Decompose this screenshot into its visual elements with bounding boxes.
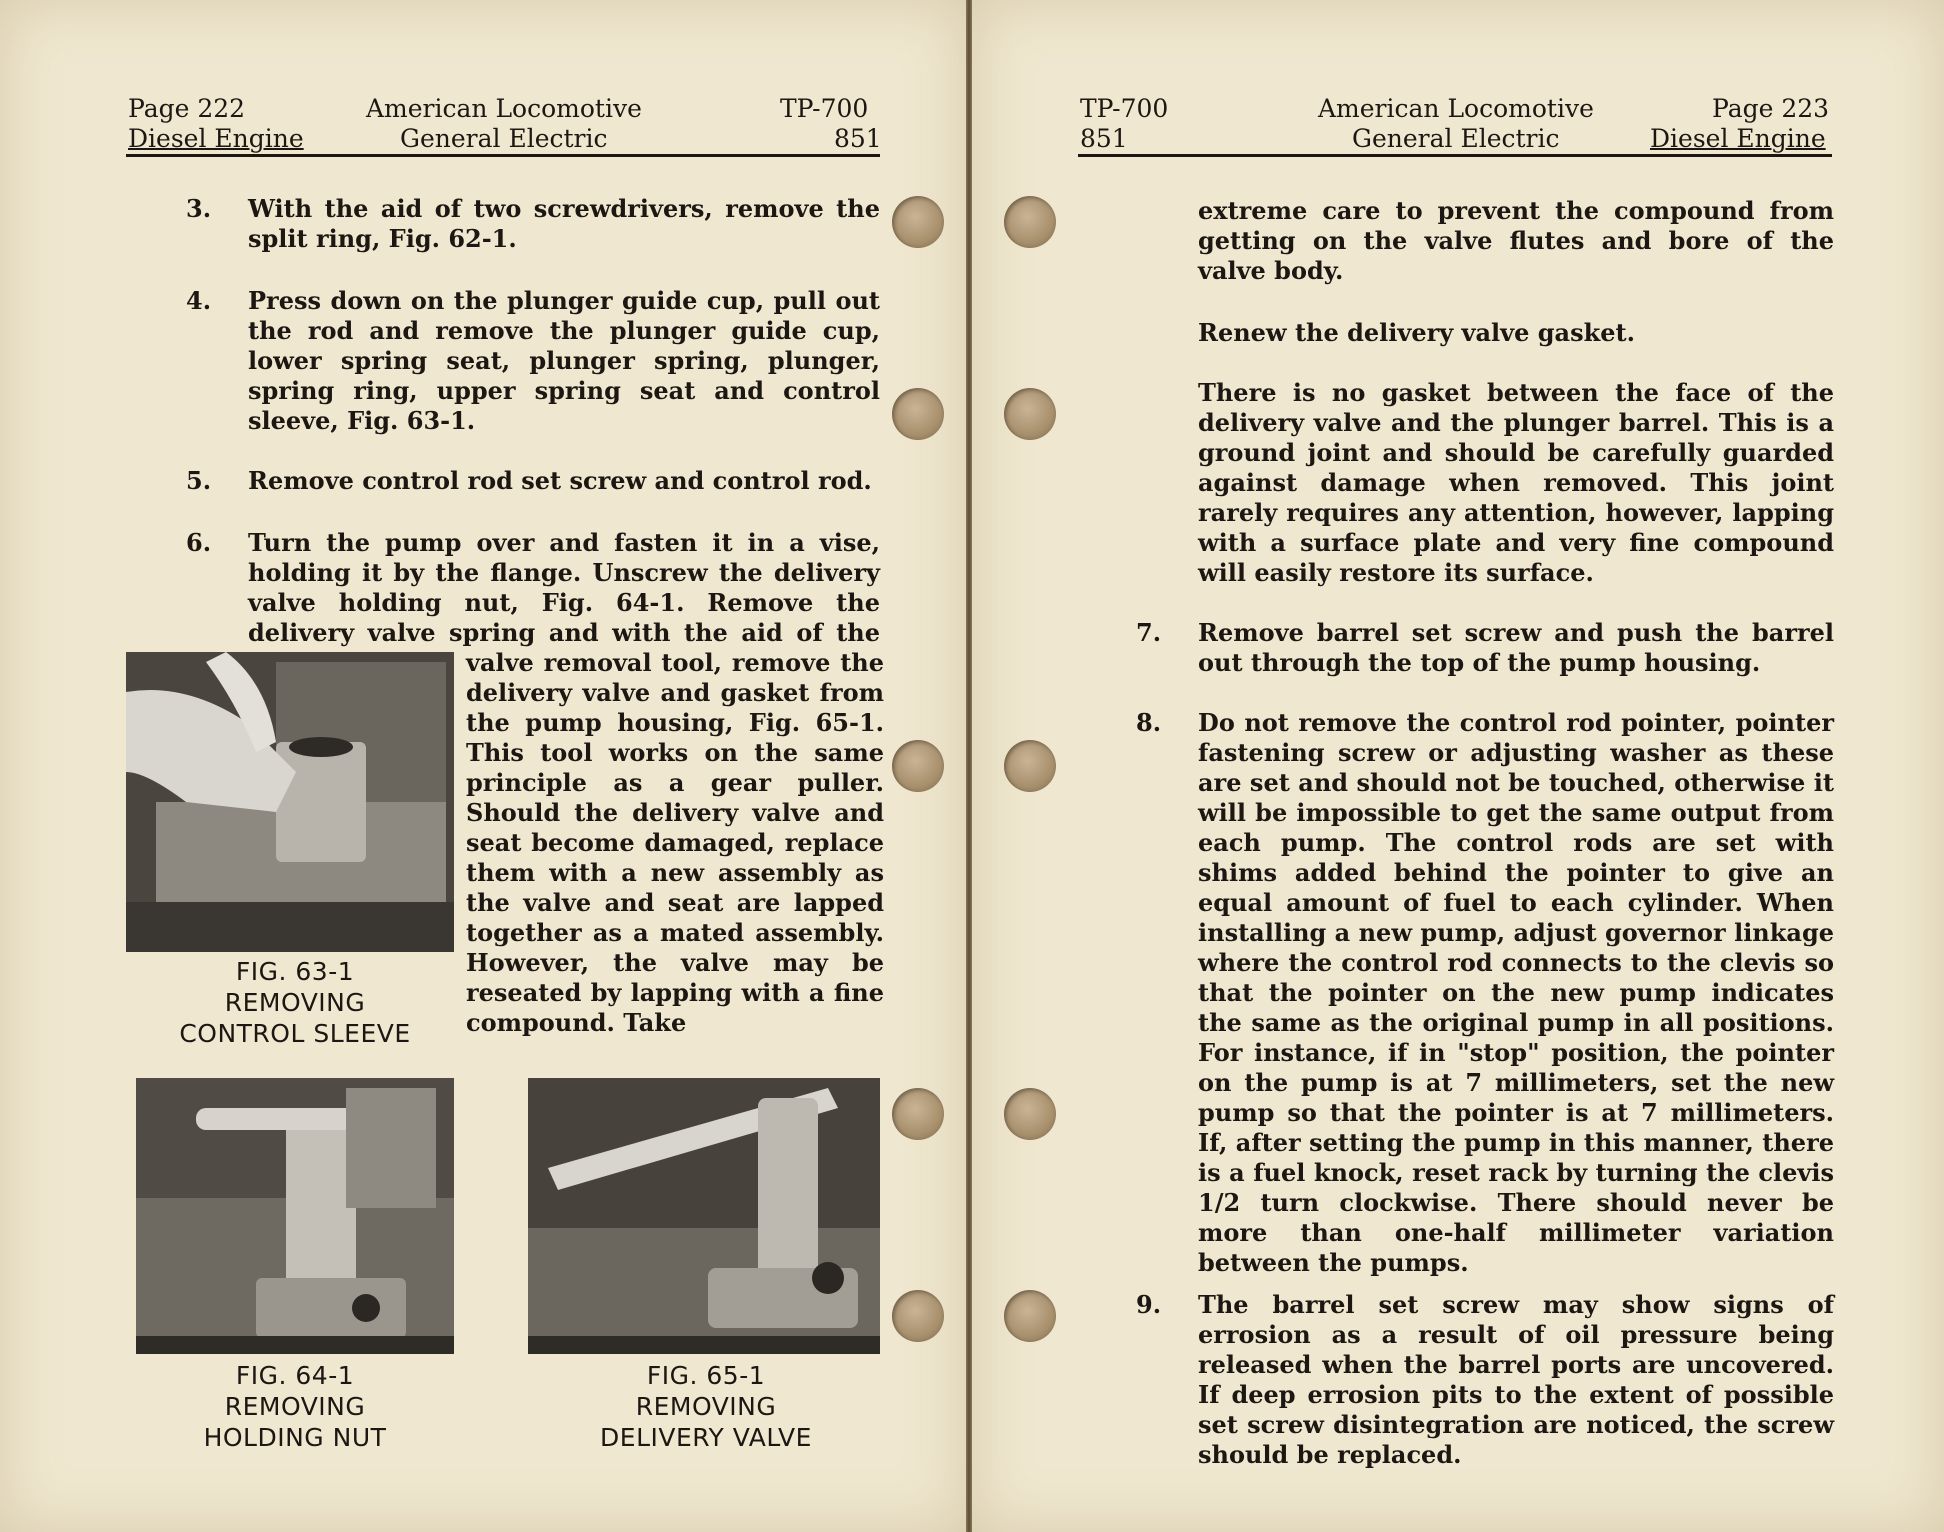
figure-caption-line1: REMOVING (635, 1392, 777, 1421)
step-text: Press down on the plunger guide cup, pull out the rod and remove the plunger guide cup, lower spring seat, plunger spring, plunger, spring ring, upper spring seat and control sleeve, Fig. 63-1. (248, 286, 880, 435)
step-number: 9. (1136, 1290, 1162, 1319)
binder-hole (1004, 1088, 1056, 1140)
binder-hole (892, 388, 944, 440)
binder-hole (892, 196, 944, 248)
right-page (972, 0, 1944, 1532)
left-page (0, 0, 966, 1532)
figure-caption-line1: REMOVING (224, 1392, 366, 1421)
step-text: Turn the pump over and fasten it in a vise, holding it by the flange. Unscrew the delivery valve holding nut, Fig. 64-1. Remove the delivery valve spring and with the aid of the (248, 528, 880, 647)
gasket-note-paragraph: There is no gasket between the face of the delivery valve and the plunger barrel. This is a ground joint and should be carefully guarded against damage when removed. This joint rarely requires any attention, however, lapping with a surface plate and very fine compound will easily restore its surface. (1198, 378, 1834, 587)
binder-hole (892, 740, 944, 792)
binder-hole (1004, 1290, 1056, 1342)
step-text-continued: valve removal tool, remove the delivery valve and gasket from the pump housing, Fig. 65-1. This tool works on the same principle as a gear puller. Should the delivery valve and seat become damaged, replace them with a new assembly as the valve and seat are lapped together as a mated assembly. However, the valve may be reseated by lapping with a fine compound. Take (466, 648, 884, 1037)
step-number: 8. (1136, 708, 1162, 737)
figure-caption-line1: REMOVING (224, 988, 366, 1017)
continued-paragraph: extreme care to prevent the compound from getting on the valve flutes and bore of the valve body. (1198, 196, 1834, 285)
binder-hole (1004, 196, 1056, 248)
doc-code: TP-700 (1080, 94, 1169, 123)
header-title-line1: American Locomotive (366, 94, 642, 123)
header-title-line2: General Electric (1352, 124, 1560, 153)
page-number: Page 222 (128, 94, 246, 123)
page-number: Page 223 (1712, 94, 1830, 123)
photo-removing-control-sleeve (126, 652, 454, 952)
doc-number: 851 (1080, 124, 1128, 153)
photo-removing-delivery-valve (528, 1078, 880, 1354)
binder-hole (892, 1088, 944, 1140)
binder-hole (1004, 388, 1056, 440)
binder-hole (892, 1290, 944, 1342)
step-text: With the aid of two screwdrivers, remove the split ring, Fig. 62-1. (248, 194, 880, 253)
header-title-line2: General Electric (400, 124, 608, 153)
figure-caption-line2: HOLDING NUT (203, 1423, 387, 1452)
section-name: Diesel Engine (128, 124, 304, 153)
header-title-line1: American Locomotive (1318, 94, 1594, 123)
figure-number: FIG. 63-1 (235, 957, 355, 986)
header-rule (126, 154, 880, 157)
step-number: 7. (1136, 618, 1162, 647)
step-text: Do not remove the control rod pointer, pointer fastening screw or adjusting washer as these are set and should not be touched, otherwise it will be impossible to get the same output from each pump. The control rods are set with shims added behind the pointer to give an equal amount of fuel to each cylinder. When installing a new pump, adjust governor linkage where the control rod connects to the clevis so that the pointer on the new pump indicates the same as the original pump in all positions. For instance, if in "stop" position, the pointer on the pump is at 7 millimeters, set the new pump so that the pointer is at 7 millimeters. If, after setting the pump in this manner, there is a fuel knock, reset rack by turning the clevis 1/2 turn clockwise. There should never be more than one-half millimeter variation between the pumps. (1198, 708, 1834, 1277)
step-number: 3. (186, 194, 212, 223)
doc-code: TP-700 (780, 94, 869, 123)
step-text: Remove barrel set screw and push the barrel out through the top of the pump housing. (1198, 618, 1834, 677)
doc-number: 851 (834, 124, 882, 153)
step-number: 6. (186, 528, 212, 557)
renew-gasket-paragraph: Renew the delivery valve gasket. (1198, 318, 1635, 347)
header-rule (1078, 154, 1832, 157)
step-number: 5. (186, 466, 212, 495)
figure-caption-line2: DELIVERY VALVE (600, 1423, 812, 1452)
figure-number: FIG. 64-1 (235, 1361, 355, 1390)
section-name: Diesel Engine (1650, 124, 1826, 153)
step-text: Remove control rod set screw and control rod. (248, 466, 872, 495)
binder-hole (1004, 740, 1056, 792)
figure-number: FIG. 65-1 (646, 1361, 766, 1390)
step-text: The barrel set screw may show signs of errosion as a result of oil pressure being released when the barrel ports are uncovered. If deep errosion pits to the extent of possible set screw disintegration are noticed, the screw should be replaced. (1198, 1290, 1834, 1469)
step-number: 4. (186, 286, 212, 315)
figure-caption-line2: CONTROL SLEEVE (179, 1019, 411, 1048)
photo-removing-holding-nut (136, 1078, 454, 1354)
